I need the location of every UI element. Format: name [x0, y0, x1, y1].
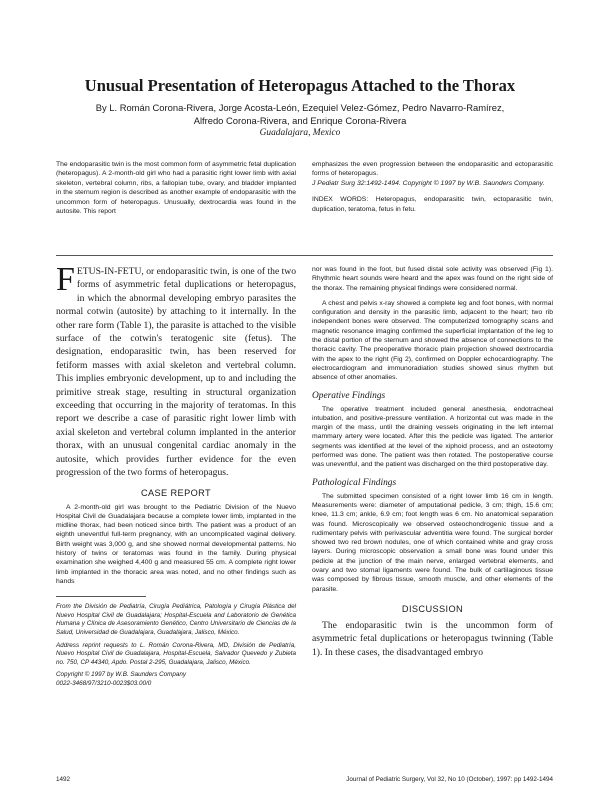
discussion-paragraph: The endoparasitic twin is the uncommon form of asymmetric fetal duplications or heteropagus twinning (Table 1). In these cases, the disadvantaged embryo	[312, 619, 553, 658]
case-report-heading: CASE REPORT	[140, 487, 212, 498]
intro-paragraph	[56, 261, 296, 480]
operative-paragraph: The operative treatment included general anesthesia, endotracheal intubation, and positive-pressure ventilation. A horizontal cut was made in the margin of the mass, until the draining vessels originating in the left internal mammary artery were located. After this the pedicle was ligated. The anterior segments was identified at the level of the xiphoid process, and an osteotomy performed was done. The patient was then rotated. The postoperative course was uneventful, and the patient was discharged on the third postoperative day.	[312, 405, 553, 469]
footnote-copyright: Copyright © 1997 by W.B. Saunders Company	[56, 671, 187, 679]
author-block	[80, 101, 520, 140]
intro-text: ETUS-IN-FETU, or endoparasitic twin, is one of the two forms of asymmetric fetal duplications or heteropagus, in which the abnormal developing embryo parasites the normal cotwin (autosite) by attaching to it internally. In the other rare form (Table 1), the parasite is attached to the visible surface of the cotwin's teratogenic site (fetus). The designation, endoparasitic twin, has been reserved for fetiform masses with axial skeleton and vertebral column. This implies embryonic development, up to and including the primitive streak stage, resulting in structural organization exceeding that occurring in the majority of teratomas. In this report we describe a case of parasitic right lower limb with axial skeleton and vertebral column implanted in the anterior thorax, with an unusual congenital cardiac anomaly in the autosite, which provides further evidence for the even progression of the two forms of heteropagus.	[56, 266, 296, 479]
page-footer	[56, 776, 553, 783]
discussion-heading: DISCUSSION	[401, 603, 464, 614]
case-report-paragraph: A 2-month-old girl was brought to the Pediatric Division of the Nuevo Hospital Civil de Guadalajara because a complete lower limb, implanted in the midline thorax, had been noticed since birth. The patient was a product of an eighth uneventful full-term pregnancy, with an uncomplicated vaginal delivery. Birth weight was 3,000 g, and she showed normal developmental patterns. No history of twins or teratomas was found in the family. During physical examination she weighed 4,400 g and measured 55 cm. A complete right lower limb implanted in the thoracic area was noted, and no other findings such as hands	[56, 503, 296, 585]
abstract-citation: J Pediatr Surg 32:1492-1494. Copyright © 1997 by W.B. Saunders Company.	[312, 179, 545, 187]
footnote-address: Address reprint requests to L. Román Corona-Rivera, MD, División de Pediatría, Nuevo Hospital Civil de Guadalajara, Hospital-Escuela, Salvador Quevedo y Zubieta no. 750, CP 44340, Apdo. Postal 2-295, Guadalajara, Jalisco, México.	[56, 641, 296, 666]
abstract-text: The endoparasitic twin is the most common form of asymmetric fetal duplication (heteropagus). A 2-month-old girl who had a parasitic right lower limb with axial skeleton, vertebral column, ribs, a fallopian tube, ovary, and bladder implanted in the sternum region is described as another example of endoparasitic with the uncommon form of heteropagus. Unusually, dextrocardia was found in the autosite. This report	[56, 161, 296, 216]
left-column	[56, 261, 296, 689]
footnote-code: 0022-3468/97/3210-0023$03.00/0	[56, 679, 152, 687]
operative-findings-heading: Operative Findings	[312, 390, 386, 401]
abstract-left	[56, 160, 296, 216]
author-location: Guadalajara, Mexico	[259, 128, 341, 138]
index-words: INDEX WORDS: Heteropagus, endoparasitic twin, ectoparasitic twin, duplication, teratoma, fetus in fetu.	[312, 196, 553, 213]
journal-citation: Journal of Pediatric Surgery, Vol 32, No 10 (October), 1997: pp 1492-1494	[346, 776, 553, 783]
author-names: By L. Román Corona-Rivera, Jorge Acosta-León, Ezequiel Velez-Gómez, Pedro Navarro-Ramírez, Alfredo Corona-Rivera, and Enrique Corona-Rivera	[95, 102, 505, 126]
footnote-rule	[56, 596, 146, 597]
case-continuation-paragraph: nor was found in the foot, but fused distal sole activity was observed (Fig 1). Rhythmic heart sounds were heard and the apex was found on the right side of the thorax. The remaining physical findings were considered normal.	[312, 266, 553, 292]
pathology-paragraph: The submitted specimen consisted of a right lower limb 16 cm in length. Measurements were: diameter of amputational pedicle, 3 cm; thigh, 15.6 cm; knee, 11.3 cm; ankle, 6.9 cm; foot length was 6 cm. No anatomical separation was found. Microscopically we observed osteochondrogenic tissue and a rudimentary pelvis with perivascular adventitia were found. The surgical border showed two red brown nodules, one of which contained white and gray cross layers. During microscopic observation a small bone was found under this pedicle at the junction of the main nerve, enlarged vertebral elements, and ovary and two stomal ligaments were found. The bulk of cartilaginous tissue was composed by fibrous tissue, smooth muscle, and other elements of the parasite.	[312, 492, 553, 593]
abstract-continuation: emphasizes the even progression between the endoparasitic and ectoparasitic forms of heteropagus.	[312, 161, 553, 178]
right-column	[312, 265, 553, 659]
abstract-right	[312, 160, 553, 214]
article-title: Unusual Presentation of Heteropagus Attached to the Thorax	[84, 76, 516, 95]
abstract-divider	[56, 255, 553, 256]
pathological-findings-heading: Pathological Findings	[312, 477, 397, 488]
page-number: 1492	[56, 776, 71, 783]
radiology-paragraph: A chest and pelvis x-ray showed a complete leg and foot bones, with normal configuration and density in the parasitic limb, adjacent to the heart; two rib independent bones were observed. The computerized tomography scans and magnetic resonance imaging confirmed the superficial implantation of the leg to the distal portion of the sternum and showed the absence of connections to the thoracic cavity. The preoperative thoracic plain projection showed dextrocardia with the apex to the right (Fig 2), confirmed on Doppler echocardiography. The electrocardiogram and immunoradiation studies showed sinus rhythm but absence of other anomalies.	[312, 299, 553, 382]
drop-cap: F	[56, 261, 75, 298]
footnote-affiliation: From the División de Pediatría, Cirugía Pediátrica, Patología y Cirugía Plástica del Nuevo Hospital Civil de Guadalajara; Hospital-Escuela and Laboratorio de Genética Humana y Clínica de Asesoramiento Genético, Centro Universitario de Ciencias de la Salud, Universidad de Guadalajara, Guadalajara, Jalisco, México.	[56, 603, 296, 636]
